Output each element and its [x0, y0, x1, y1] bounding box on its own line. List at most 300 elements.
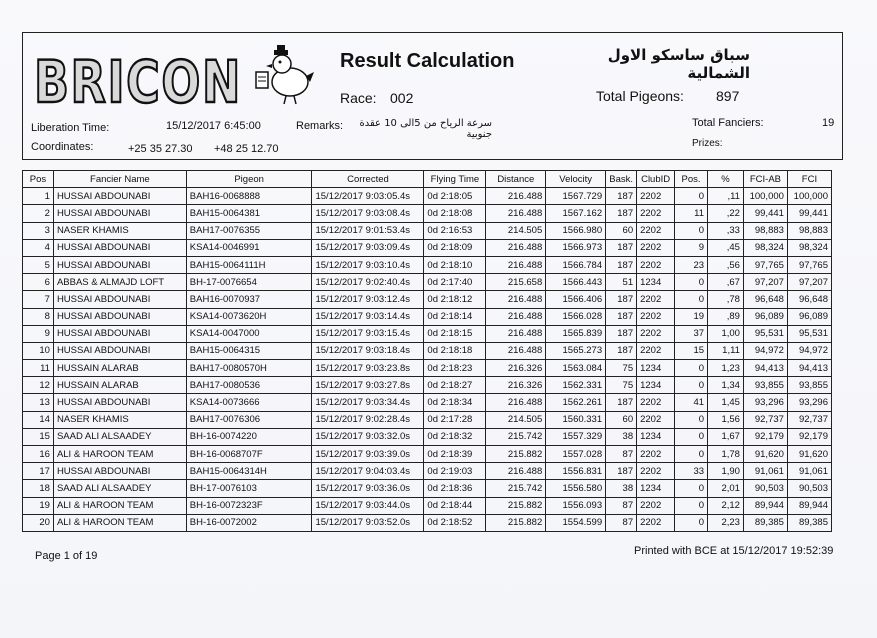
- table-row: [23, 274, 832, 291]
- cell-distance: 216.488: [486, 394, 546, 411]
- cell-percent: 1,34: [708, 377, 744, 394]
- cell-percent: ,33: [708, 222, 744, 239]
- cell-corrected: 15/12/2017 9:03:39.0s: [312, 446, 424, 463]
- cell-flying-time: 0d 2:18:14: [424, 308, 486, 325]
- cell-pigeon: KSA14-0073620H: [186, 308, 312, 325]
- prizes-label: Prizes:: [692, 138, 723, 149]
- cell-bask: 87: [606, 446, 637, 463]
- cell-club-id: 1234: [637, 480, 675, 497]
- cell-fancier-name: SAAD ALI ALSAADEY: [53, 480, 186, 497]
- table-row: [23, 222, 832, 239]
- cell-fancier-name: HUSSAI ABDOUNABI: [53, 205, 186, 222]
- cell-fancier-name: HUSSAIN ALARAB: [53, 360, 186, 377]
- cell-bask: 38: [606, 480, 637, 497]
- cell-flying-time: 0d 2:18:10: [424, 256, 486, 273]
- cell-velocity: 1560.331: [546, 411, 606, 428]
- cell-velocity: 1562.331: [546, 377, 606, 394]
- cell-club-pos: 0: [675, 446, 708, 463]
- cell-club-id: 2202: [637, 256, 675, 273]
- cell-pos: 4: [23, 239, 54, 256]
- cell-distance: 216.488: [486, 188, 546, 205]
- column-header-distance: Distance: [486, 171, 546, 188]
- page-title: Result Calculation: [340, 50, 515, 72]
- cell-flying-time: 0d 2:18:08: [424, 205, 486, 222]
- cell-pos: 20: [23, 514, 54, 531]
- cell-bask: 75: [606, 377, 637, 394]
- cell-distance: 215.658: [486, 274, 546, 291]
- results-table: [22, 170, 832, 532]
- cell-club-id: 2202: [637, 308, 675, 325]
- cell-fancier-name: ABBAS & ALMAJD LOFT: [53, 274, 186, 291]
- table-row: [23, 256, 832, 273]
- cell-club-id: 2202: [637, 222, 675, 239]
- cell-distance: 215.742: [486, 428, 546, 445]
- cell-club-id: 2202: [637, 411, 675, 428]
- cell-pigeon: BAH15-0064111H: [186, 256, 312, 273]
- cell-distance: 215.882: [486, 497, 546, 514]
- liberation-value: 15/12/2017 6:45:00: [166, 120, 261, 132]
- table-row: [23, 291, 832, 308]
- cell-velocity: 1566.973: [546, 239, 606, 256]
- cell-corrected: 15/12/2017 9:02:40.4s: [312, 274, 424, 291]
- table-row: [23, 239, 832, 256]
- cell-distance: 216.488: [486, 463, 546, 480]
- cell-velocity: 1566.980: [546, 222, 606, 239]
- cell-velocity: 1557.028: [546, 446, 606, 463]
- cell-distance: 216.326: [486, 360, 546, 377]
- coordinates-latitude: +25 35 27.30: [128, 143, 193, 155]
- cell-fancier-name: HUSSAI ABDOUNABI: [53, 394, 186, 411]
- column-header-percent: %: [708, 171, 744, 188]
- cell-bask: 60: [606, 411, 637, 428]
- cell-fci: 93,296: [787, 394, 831, 411]
- column-header-corrected: Corrected: [312, 171, 424, 188]
- total-fanciers-value: 19: [822, 117, 835, 129]
- cell-fci: 98,324: [787, 239, 831, 256]
- cell-pigeon: BAH15-0064315: [186, 342, 312, 359]
- cell-velocity: 1557.329: [546, 428, 606, 445]
- cell-club-pos: 0: [675, 480, 708, 497]
- cell-fci-ab: 98,883: [743, 222, 787, 239]
- cell-percent: 2,01: [708, 480, 744, 497]
- cell-club-id: 2202: [637, 325, 675, 342]
- cell-fci-ab: 93,855: [743, 377, 787, 394]
- coordinates-longitude: +48 25 12.70: [214, 143, 279, 155]
- cell-percent: ,67: [708, 274, 744, 291]
- cell-fci: 98,883: [787, 222, 831, 239]
- cell-pigeon: BH-16-0074220: [186, 428, 312, 445]
- printed-timestamp: Printed with BCE at 15/12/2017 19:52:39: [634, 545, 834, 557]
- cell-fci: 93,855: [787, 377, 831, 394]
- cell-pigeon: BH-17-0076654: [186, 274, 312, 291]
- cell-fancier-name: HUSSAI ABDOUNABI: [53, 463, 186, 480]
- cell-fancier-name: HUSSAI ABDOUNABI: [53, 308, 186, 325]
- cell-pos: 9: [23, 325, 54, 342]
- cell-percent: ,78: [708, 291, 744, 308]
- column-header-club-id: ClubID: [637, 171, 675, 188]
- cell-corrected: 15/12/2017 9:04:03.4s: [312, 463, 424, 480]
- table-body: [23, 188, 832, 532]
- cell-club-pos: 0: [675, 188, 708, 205]
- column-header-fancier-name: Fancier Name: [53, 171, 186, 188]
- cell-corrected: 15/12/2017 9:03:14.4s: [312, 308, 424, 325]
- cell-bask: 187: [606, 256, 637, 273]
- cell-fci-ab: 94,413: [743, 360, 787, 377]
- cell-fci: 97,765: [787, 256, 831, 273]
- cell-pigeon: BH-16-0072002: [186, 514, 312, 531]
- cell-fci-ab: 96,648: [743, 291, 787, 308]
- cell-pos: 3: [23, 222, 54, 239]
- cell-club-id: 2202: [637, 497, 675, 514]
- cell-pigeon: KSA14-0047000: [186, 325, 312, 342]
- cell-velocity: 1566.028: [546, 308, 606, 325]
- cell-corrected: 15/12/2017 9:03:12.4s: [312, 291, 424, 308]
- cell-flying-time: 0d 2:18:36: [424, 480, 486, 497]
- cell-fci-ab: 92,737: [743, 411, 787, 428]
- cell-club-id: 2202: [637, 239, 675, 256]
- cell-percent: ,56: [708, 256, 744, 273]
- cell-percent: 1,67: [708, 428, 744, 445]
- table-row: [23, 411, 832, 428]
- table-row: [23, 360, 832, 377]
- cell-percent: ,45: [708, 239, 744, 256]
- cell-fancier-name: ALI & HAROON TEAM: [53, 446, 186, 463]
- cell-corrected: 15/12/2017 9:03:10.4s: [312, 256, 424, 273]
- cell-pigeon: BH-16-0072323F: [186, 497, 312, 514]
- cell-fancier-name: HUSSAI ABDOUNABI: [53, 342, 186, 359]
- cell-fancier-name: NASER KHAMIS: [53, 411, 186, 428]
- cell-distance: 216.488: [486, 205, 546, 222]
- cell-fci: 89,385: [787, 514, 831, 531]
- cell-flying-time: 0d 2:18:12: [424, 291, 486, 308]
- cell-percent: 1,11: [708, 342, 744, 359]
- table-row: [23, 325, 832, 342]
- cell-corrected: 15/12/2017 9:01:53.4s: [312, 222, 424, 239]
- cell-bask: 187: [606, 291, 637, 308]
- cell-corrected: 15/12/2017 9:03:52.0s: [312, 514, 424, 531]
- cell-club-pos: 0: [675, 497, 708, 514]
- cell-fci-ab: 92,179: [743, 428, 787, 445]
- cell-percent: 2,12: [708, 497, 744, 514]
- cell-fci: 92,737: [787, 411, 831, 428]
- cell-corrected: 15/12/2017 9:03:32.0s: [312, 428, 424, 445]
- cell-bask: 38: [606, 428, 637, 445]
- cell-pos: 6: [23, 274, 54, 291]
- coordinates-label: Coordinates:: [31, 141, 94, 153]
- cell-percent: ,89: [708, 308, 744, 325]
- cell-pigeon: BH-16-0068707F: [186, 446, 312, 463]
- cell-bask: 75: [606, 360, 637, 377]
- column-header-pos: Pos: [23, 171, 54, 188]
- cell-flying-time: 0d 2:18:18: [424, 342, 486, 359]
- cell-club-id: 2202: [637, 188, 675, 205]
- cell-velocity: 1554.599: [546, 514, 606, 531]
- cell-fci-ab: 97,765: [743, 256, 787, 273]
- cell-bask: 187: [606, 394, 637, 411]
- cell-fci: 92,179: [787, 428, 831, 445]
- cell-pos: 17: [23, 463, 54, 480]
- table-row: [23, 377, 832, 394]
- cell-distance: 216.488: [486, 239, 546, 256]
- cell-bask: 187: [606, 325, 637, 342]
- cell-velocity: 1566.443: [546, 274, 606, 291]
- cell-corrected: 15/12/2017 9:03:08.4s: [312, 205, 424, 222]
- cell-percent: 1,45: [708, 394, 744, 411]
- cell-flying-time: 0d 2:19:03: [424, 463, 486, 480]
- table-header-row: [23, 171, 832, 188]
- cell-fci: 99,441: [787, 205, 831, 222]
- cell-club-pos: 0: [675, 222, 708, 239]
- table-row: [23, 308, 832, 325]
- cell-fci-ab: 95,531: [743, 325, 787, 342]
- cell-fci-ab: 91,061: [743, 463, 787, 480]
- cell-pigeon: BAH15-0064314H: [186, 463, 312, 480]
- cell-flying-time: 0d 2:18:15: [424, 325, 486, 342]
- column-header-bask: Bask.: [606, 171, 637, 188]
- cell-club-pos: 9: [675, 239, 708, 256]
- page-indicator: Page 1 of 19: [35, 550, 98, 562]
- cell-fancier-name: NASER KHAMIS: [53, 222, 186, 239]
- cell-velocity: 1567.162: [546, 205, 606, 222]
- pigeon-mascot-icon: [248, 42, 314, 106]
- cell-pos: 16: [23, 446, 54, 463]
- cell-pigeon: BAH16-0070937: [186, 291, 312, 308]
- table-row: [23, 342, 832, 359]
- table-row: [23, 205, 832, 222]
- cell-club-id: 2202: [637, 205, 675, 222]
- cell-pigeon: BAH17-0080536: [186, 377, 312, 394]
- column-header-fci-ab: FCI-AB: [743, 171, 787, 188]
- remarks-value: سرعة الرياح من 5الى 10 عقدة جنوبية: [359, 118, 492, 140]
- cell-flying-time: 0d 2:18:52: [424, 514, 486, 531]
- cell-pos: 8: [23, 308, 54, 325]
- cell-fci-ab: 94,972: [743, 342, 787, 359]
- total-fanciers-label: Total Fanciers:: [692, 117, 764, 129]
- cell-velocity: 1556.831: [546, 463, 606, 480]
- column-header-velocity: Velocity: [546, 171, 606, 188]
- cell-fancier-name: HUSSAIN ALARAB: [53, 377, 186, 394]
- cell-corrected: 15/12/2017 9:03:09.4s: [312, 239, 424, 256]
- cell-distance: 214.505: [486, 411, 546, 428]
- cell-club-pos: 0: [675, 291, 708, 308]
- cell-corrected: 15/12/2017 9:02:28.4s: [312, 411, 424, 428]
- cell-flying-time: 0d 2:17:28: [424, 411, 486, 428]
- cell-flying-time: 0d 2:18:23: [424, 360, 486, 377]
- cell-pos: 2: [23, 205, 54, 222]
- cell-velocity: 1562.261: [546, 394, 606, 411]
- cell-distance: 216.488: [486, 308, 546, 325]
- cell-bask: 187: [606, 188, 637, 205]
- cell-distance: 215.742: [486, 480, 546, 497]
- cell-percent: 1,78: [708, 446, 744, 463]
- table-row: [23, 188, 832, 205]
- cell-club-pos: 33: [675, 463, 708, 480]
- column-header-fci: FCI: [787, 171, 831, 188]
- cell-velocity: 1565.273: [546, 342, 606, 359]
- cell-fci: 89,944: [787, 497, 831, 514]
- cell-bask: 187: [606, 308, 637, 325]
- cell-club-id: 2202: [637, 446, 675, 463]
- cell-corrected: 15/12/2017 9:03:34.4s: [312, 394, 424, 411]
- cell-corrected: 15/12/2017 9:03:23.8s: [312, 360, 424, 377]
- column-header-club-pos: Pos.: [675, 171, 708, 188]
- cell-distance: 216.488: [486, 256, 546, 273]
- cell-pos: 10: [23, 342, 54, 359]
- cell-fci-ab: 93,296: [743, 394, 787, 411]
- cell-pos: 18: [23, 480, 54, 497]
- cell-flying-time: 0d 2:18:05: [424, 188, 486, 205]
- cell-percent: 1,90: [708, 463, 744, 480]
- cell-distance: 215.882: [486, 514, 546, 531]
- cell-pos: 5: [23, 256, 54, 273]
- cell-club-pos: 0: [675, 428, 708, 445]
- cell-fci-ab: 89,944: [743, 497, 787, 514]
- cell-corrected: 15/12/2017 9:03:36.0s: [312, 480, 424, 497]
- cell-club-id: 2202: [637, 291, 675, 308]
- cell-pos: 11: [23, 360, 54, 377]
- cell-bask: 60: [606, 222, 637, 239]
- cell-club-pos: 23: [675, 256, 708, 273]
- cell-velocity: 1556.580: [546, 480, 606, 497]
- cell-pos: 15: [23, 428, 54, 445]
- cell-pigeon: KSA14-0046991: [186, 239, 312, 256]
- cell-club-id: 1234: [637, 274, 675, 291]
- cell-flying-time: 0d 2:18:09: [424, 239, 486, 256]
- cell-corrected: 15/12/2017 9:03:44.0s: [312, 497, 424, 514]
- cell-fci: 100,000: [787, 188, 831, 205]
- cell-bask: 187: [606, 205, 637, 222]
- cell-club-id: 2202: [637, 514, 675, 531]
- table-row: [23, 514, 832, 531]
- liberation-label: Liberation Time:: [31, 122, 110, 134]
- cell-bask: 51: [606, 274, 637, 291]
- cell-pos: 12: [23, 377, 54, 394]
- cell-fancier-name: SAAD ALI ALSAADEY: [53, 428, 186, 445]
- cell-flying-time: 0d 2:18:44: [424, 497, 486, 514]
- cell-pos: 14: [23, 411, 54, 428]
- cell-club-pos: 11: [675, 205, 708, 222]
- cell-club-pos: 19: [675, 308, 708, 325]
- bricon-logo: [30, 48, 245, 116]
- cell-bask: 187: [606, 239, 637, 256]
- cell-pigeon: BAH16-0068888: [186, 188, 312, 205]
- logo-text: BRICON: [34, 48, 242, 116]
- cell-club-pos: 15: [675, 342, 708, 359]
- cell-velocity: 1566.406: [546, 291, 606, 308]
- cell-fci: 91,620: [787, 446, 831, 463]
- cell-club-id: 1234: [637, 377, 675, 394]
- cell-bask: 87: [606, 514, 637, 531]
- table-row: [23, 497, 832, 514]
- cell-club-id: 1234: [637, 428, 675, 445]
- cell-fancier-name: HUSSAI ABDOUNABI: [53, 325, 186, 342]
- cell-velocity: 1563.084: [546, 360, 606, 377]
- cell-fancier-name: HUSSAI ABDOUNABI: [53, 188, 186, 205]
- total-pigeons-value: 897: [716, 88, 740, 104]
- cell-flying-time: 0d 2:16:53: [424, 222, 486, 239]
- cell-distance: 216.326: [486, 377, 546, 394]
- column-header-pigeon: Pigeon: [186, 171, 312, 188]
- cell-bask: 187: [606, 342, 637, 359]
- cell-velocity: 1565.839: [546, 325, 606, 342]
- cell-pigeon: KSA14-0073666: [186, 394, 312, 411]
- cell-fci: 96,648: [787, 291, 831, 308]
- cell-flying-time: 0d 2:18:32: [424, 428, 486, 445]
- cell-fancier-name: HUSSAI ABDOUNABI: [53, 239, 186, 256]
- cell-fci: 97,207: [787, 274, 831, 291]
- table-row: [23, 480, 832, 497]
- cell-velocity: 1567.729: [546, 188, 606, 205]
- race-label: Race:: [340, 90, 377, 106]
- cell-percent: ,11: [708, 188, 744, 205]
- cell-velocity: 1556.093: [546, 497, 606, 514]
- cell-club-pos: 0: [675, 377, 708, 394]
- cell-percent: 1,56: [708, 411, 744, 428]
- cell-club-pos: 0: [675, 274, 708, 291]
- cell-club-pos: 37: [675, 325, 708, 342]
- cell-fci: 96,089: [787, 308, 831, 325]
- cell-fci: 95,531: [787, 325, 831, 342]
- cell-fci-ab: 89,385: [743, 514, 787, 531]
- cell-fancier-name: HUSSAI ABDOUNABI: [53, 256, 186, 273]
- cell-flying-time: 0d 2:18:34: [424, 394, 486, 411]
- cell-velocity: 1566.784: [546, 256, 606, 273]
- column-header-flying-time: Flying Time: [424, 171, 486, 188]
- table-row: [23, 394, 832, 411]
- cell-percent: ,22: [708, 205, 744, 222]
- cell-pigeon: BAH17-0076355: [186, 222, 312, 239]
- cell-distance: 215.882: [486, 446, 546, 463]
- table-row: [23, 446, 832, 463]
- cell-corrected: 15/12/2017 9:03:05.4s: [312, 188, 424, 205]
- cell-club-id: 2202: [637, 463, 675, 480]
- cell-pos: 7: [23, 291, 54, 308]
- cell-club-id: 2202: [637, 342, 675, 359]
- arabic-race-title: سباق ساسكو الاول الشمالية: [607, 46, 750, 82]
- cell-distance: 216.488: [486, 291, 546, 308]
- cell-fancier-name: ALI & HAROON TEAM: [53, 497, 186, 514]
- cell-percent: 1,00: [708, 325, 744, 342]
- cell-club-pos: 0: [675, 360, 708, 377]
- cell-flying-time: 0d 2:18:39: [424, 446, 486, 463]
- cell-percent: 1,23: [708, 360, 744, 377]
- cell-club-id: 2202: [637, 394, 675, 411]
- cell-corrected: 15/12/2017 9:03:18.4s: [312, 342, 424, 359]
- total-pigeons-label: Total Pigeons:: [596, 88, 684, 104]
- cell-bask: 87: [606, 497, 637, 514]
- cell-fancier-name: ALI & HAROON TEAM: [53, 514, 186, 531]
- cell-corrected: 15/12/2017 9:03:15.4s: [312, 325, 424, 342]
- cell-club-pos: 0: [675, 411, 708, 428]
- table-row: [23, 428, 832, 445]
- cell-flying-time: 0d 2:17:40: [424, 274, 486, 291]
- cell-fci: 94,972: [787, 342, 831, 359]
- cell-fci-ab: 91,620: [743, 446, 787, 463]
- table-row: [23, 463, 832, 480]
- cell-fci: 90,503: [787, 480, 831, 497]
- cell-flying-time: 0d 2:18:27: [424, 377, 486, 394]
- cell-pigeon: BH-17-0076103: [186, 480, 312, 497]
- cell-fci-ab: 98,324: [743, 239, 787, 256]
- cell-club-id: 1234: [637, 360, 675, 377]
- cell-distance: 216.488: [486, 325, 546, 342]
- cell-pos: 13: [23, 394, 54, 411]
- cell-fci: 94,413: [787, 360, 831, 377]
- cell-fci-ab: 96,089: [743, 308, 787, 325]
- cell-fci-ab: 100,000: [743, 188, 787, 205]
- cell-corrected: 15/12/2017 9:03:27.8s: [312, 377, 424, 394]
- cell-pos: 1: [23, 188, 54, 205]
